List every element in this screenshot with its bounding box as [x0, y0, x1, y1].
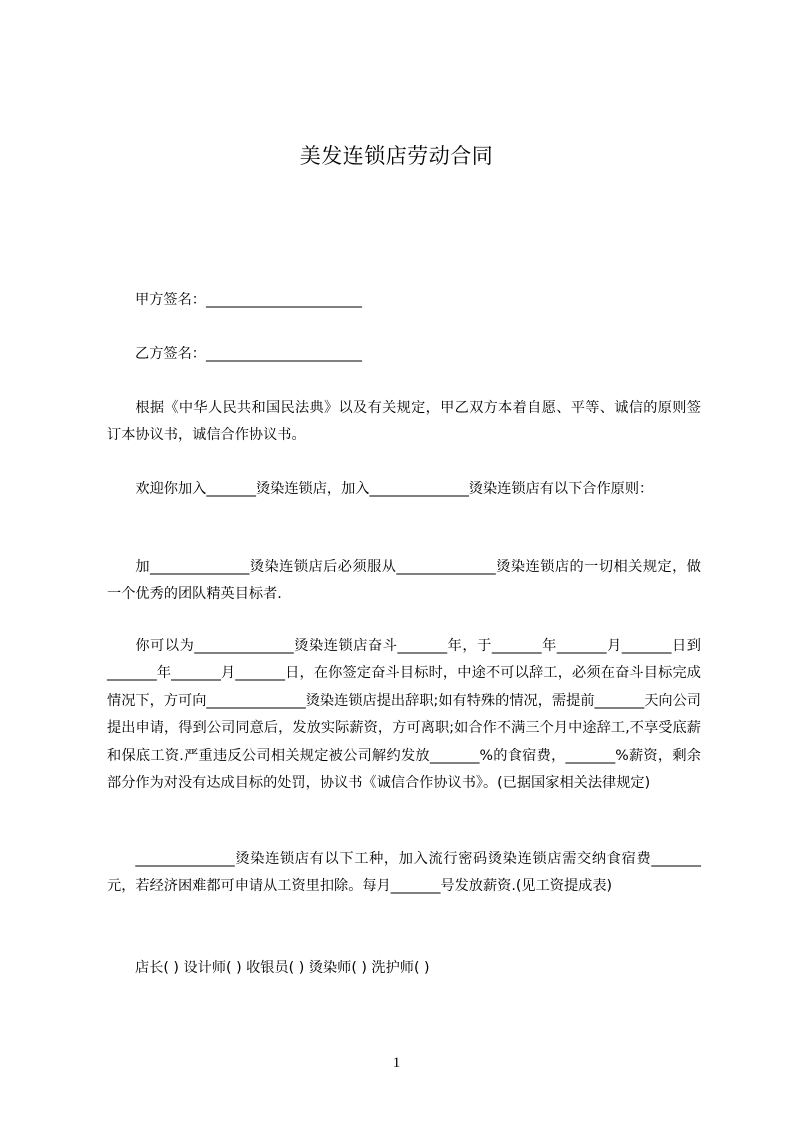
paragraph-obey-rules: 加______________烫染连锁店后必须服从______________烫染连锁店的一切相关规定，做一个优秀的团队精英目标者. — [107, 559, 701, 603]
party-b-signature: 乙方签名：______________________ — [135, 346, 363, 362]
paragraph-terms: 你可以为______________烫染连锁店奋斗_______年，于_______年_______月_______日到_______年_______月_______日，在你签定奋斗目标时，中途不可以辞工，必须在奋斗目标完成情况下，方可向______________烫染连锁店提出辞职;如有特殊的情况，需提前_______天向公司提出申请，得到公司同意后，发放实际薪资，方可离职;如合作不满三个月中途辞工,不享受底薪和保底工资.严重违反公司相关规定被公司解约发放_______%的食宿费，_______%薪资，剩余部分作为对没有达成目标的处罚，协议书《诚信合作协议书》。(已据国家相关法律规定) — [107, 638, 701, 792]
document-title: 美发连锁店劳动合同 — [299, 144, 494, 168]
positions-list: 店长( ) 设计师( ) 收银员( ) 烫染师( ) 洗护师( ) — [135, 960, 430, 976]
page-number: 1 — [392, 1055, 401, 1071]
party-a-signature: 甲方签名：______________________ — [135, 292, 363, 308]
paragraph-welcome: 欢迎你加入_______烫染连锁店，加入______________烫染连锁店有以下合作原则： — [135, 481, 654, 497]
paragraph-job-types: ______________烫染连锁店有以下工种，加入流行密码烫染连锁店需交纳食宿费_______元，若经济困难都可申请从工资里扣除。每月_______号发放薪资.(见工资提成表) — [107, 851, 701, 895]
paragraph-legal-basis: 根据《中华人民共和国民法典》以及有关规定，甲乙双方本着自愿、平等、诚信的原则签订本协议书，诚信合作协议书。 — [107, 400, 701, 444]
